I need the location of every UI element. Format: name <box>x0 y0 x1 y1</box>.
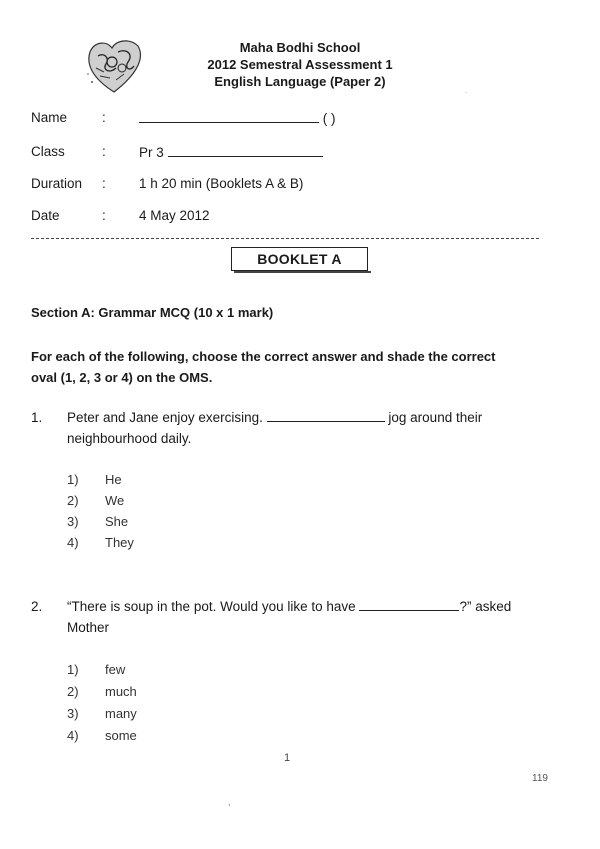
instructions: For each of the following, choose the correct answer and shade the correct oval (1, 2, 3 or 4) on the OMS. <box>31 349 496 385</box>
dashed-divider <box>31 238 539 239</box>
question-1-text <box>67 407 547 449</box>
question-2-option-3 <box>67 706 267 724</box>
date-value: 4 May 2012 <box>139 208 210 223</box>
stray-mark: . <box>465 86 468 95</box>
option-number: 1) <box>67 662 79 677</box>
class-row <box>31 144 531 164</box>
option-number: 2) <box>67 684 79 699</box>
class-field <box>139 144 323 160</box>
section-title: Section A: Grammar MCQ (10 x 1 mark) <box>31 305 274 320</box>
question-1-option-4 <box>67 535 267 553</box>
duration-label: Duration <box>31 176 83 191</box>
option-number: 1) <box>67 472 79 487</box>
booklet-label-box: BOOKLET A <box>231 247 368 271</box>
date-row <box>31 208 531 228</box>
option-number: 3) <box>67 706 79 721</box>
option-text: He <box>105 472 122 487</box>
question-2-option-2 <box>67 684 267 702</box>
scan-speck: , <box>228 797 231 807</box>
corner-page-mark: 119 <box>532 773 548 784</box>
class-colon: : <box>102 144 106 159</box>
class-blank-line <box>168 144 323 157</box>
question-1-option-3 <box>67 514 267 532</box>
option-text: few <box>105 662 126 677</box>
option-number: 4) <box>67 535 79 550</box>
school-crest-logo <box>82 38 146 96</box>
option-number: 4) <box>67 728 79 743</box>
option-text: many <box>105 706 137 721</box>
question-2-text-after: ?” asked Mother <box>67 599 512 635</box>
school-name: Maha Bodhi School <box>239 40 361 55</box>
question-1-blank <box>267 409 385 422</box>
option-number: 3) <box>67 514 79 529</box>
index-number-paren: ( ) <box>322 111 336 126</box>
duration-value: 1 h 20 min (Booklets A & B) <box>139 176 304 191</box>
option-text: They <box>105 535 134 550</box>
question-1-number: 1. <box>31 410 43 425</box>
subject-title: English Language (Paper 2) <box>214 74 386 89</box>
class-label: Class <box>31 144 65 159</box>
assessment-title: 2012 Semestral Assessment 1 <box>207 57 393 72</box>
name-label: Name <box>31 110 68 125</box>
name-blank-line <box>139 110 319 123</box>
document-header <box>180 39 420 90</box>
question-2-option-1 <box>67 662 267 680</box>
class-value: Pr 3 <box>139 145 164 160</box>
option-text: She <box>105 514 129 529</box>
question-1-option-2 <box>67 493 267 511</box>
duration-row <box>31 176 531 196</box>
name-field <box>139 110 336 126</box>
option-number: 2) <box>67 493 79 508</box>
question-2-blank <box>359 598 459 611</box>
date-label: Date <box>31 208 60 223</box>
duration-colon: : <box>102 176 106 191</box>
option-text: much <box>105 684 137 699</box>
option-text: We <box>105 493 125 508</box>
question-2-number: 2. <box>31 599 43 614</box>
option-text: some <box>105 728 137 743</box>
booklet-box-shadow <box>234 271 371 273</box>
question-1-option-1 <box>67 472 267 490</box>
name-row <box>31 110 531 130</box>
question-2-option-4 <box>67 728 267 746</box>
date-colon: : <box>102 208 106 223</box>
name-colon: : <box>102 110 106 125</box>
question-1-text-before: Peter and Jane enjoy exercising. <box>67 410 263 425</box>
question-2-text-before: “There is soup in the pot. Would you like to have <box>67 599 356 614</box>
page-number: 1 <box>284 752 291 764</box>
question-2-text <box>67 596 547 638</box>
question-1-text-after: jog around their neighbourhood daily. <box>67 410 483 446</box>
